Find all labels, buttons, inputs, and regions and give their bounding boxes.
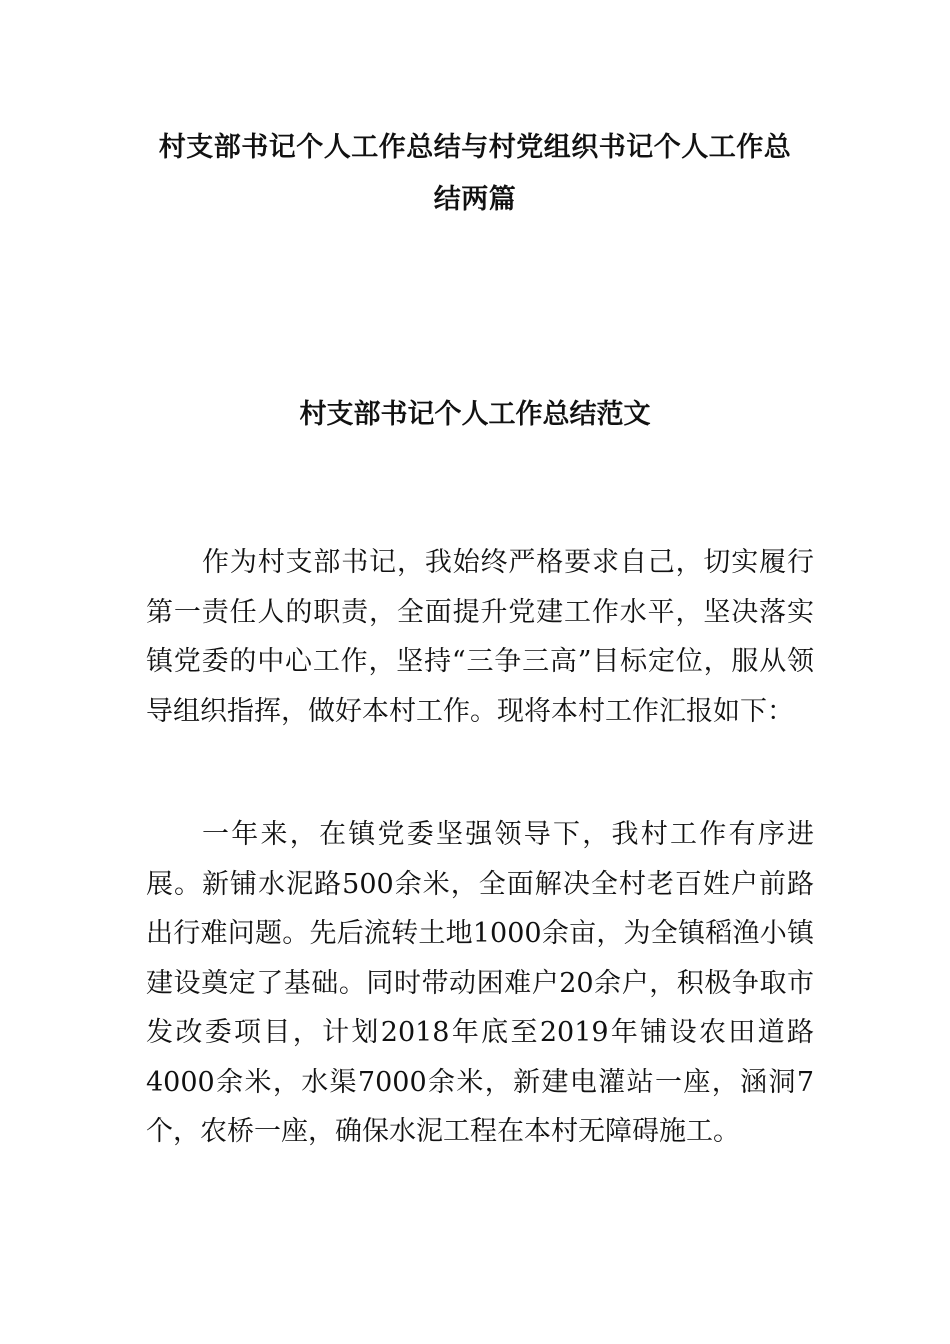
section-title: 村支部书记个人工作总结范文 (299, 399, 651, 430)
document-title-line-1: 村支部书记个人工作总结与村党组织书记个人工作总 (158, 132, 792, 163)
document-title (130, 122, 820, 226)
document-title-line-2: 结两篇 (433, 184, 517, 215)
body-paragraph-2: 一年来，在镇党委坚强领导下，我村工作有序进展。新铺水泥路500余米，全面解决全村老百姓户前路出行难问题。先后流转土地1000余亩，为全镇稻渔小镇建设奠定了基础。同时带动困难户20余户，积极争取市发改委项目，计划2018年底至2019年铺设农田道路4000余米，水渠7000余米，新建电灌站一座，涵洞7个，农桥一座，确保水泥工程在本村无障碍施工。 (146, 819, 814, 1147)
body-paragraph-1: 作为村支部书记，我始终严格要求自己，切实履行第一责任人的职责，全面提升党建工作水平，坚决落实镇党委的中心工作，坚持“三争三高”目标定位，服从领导组织指挥，做好本村工作。现将本村工作汇报如下： (146, 547, 814, 727)
